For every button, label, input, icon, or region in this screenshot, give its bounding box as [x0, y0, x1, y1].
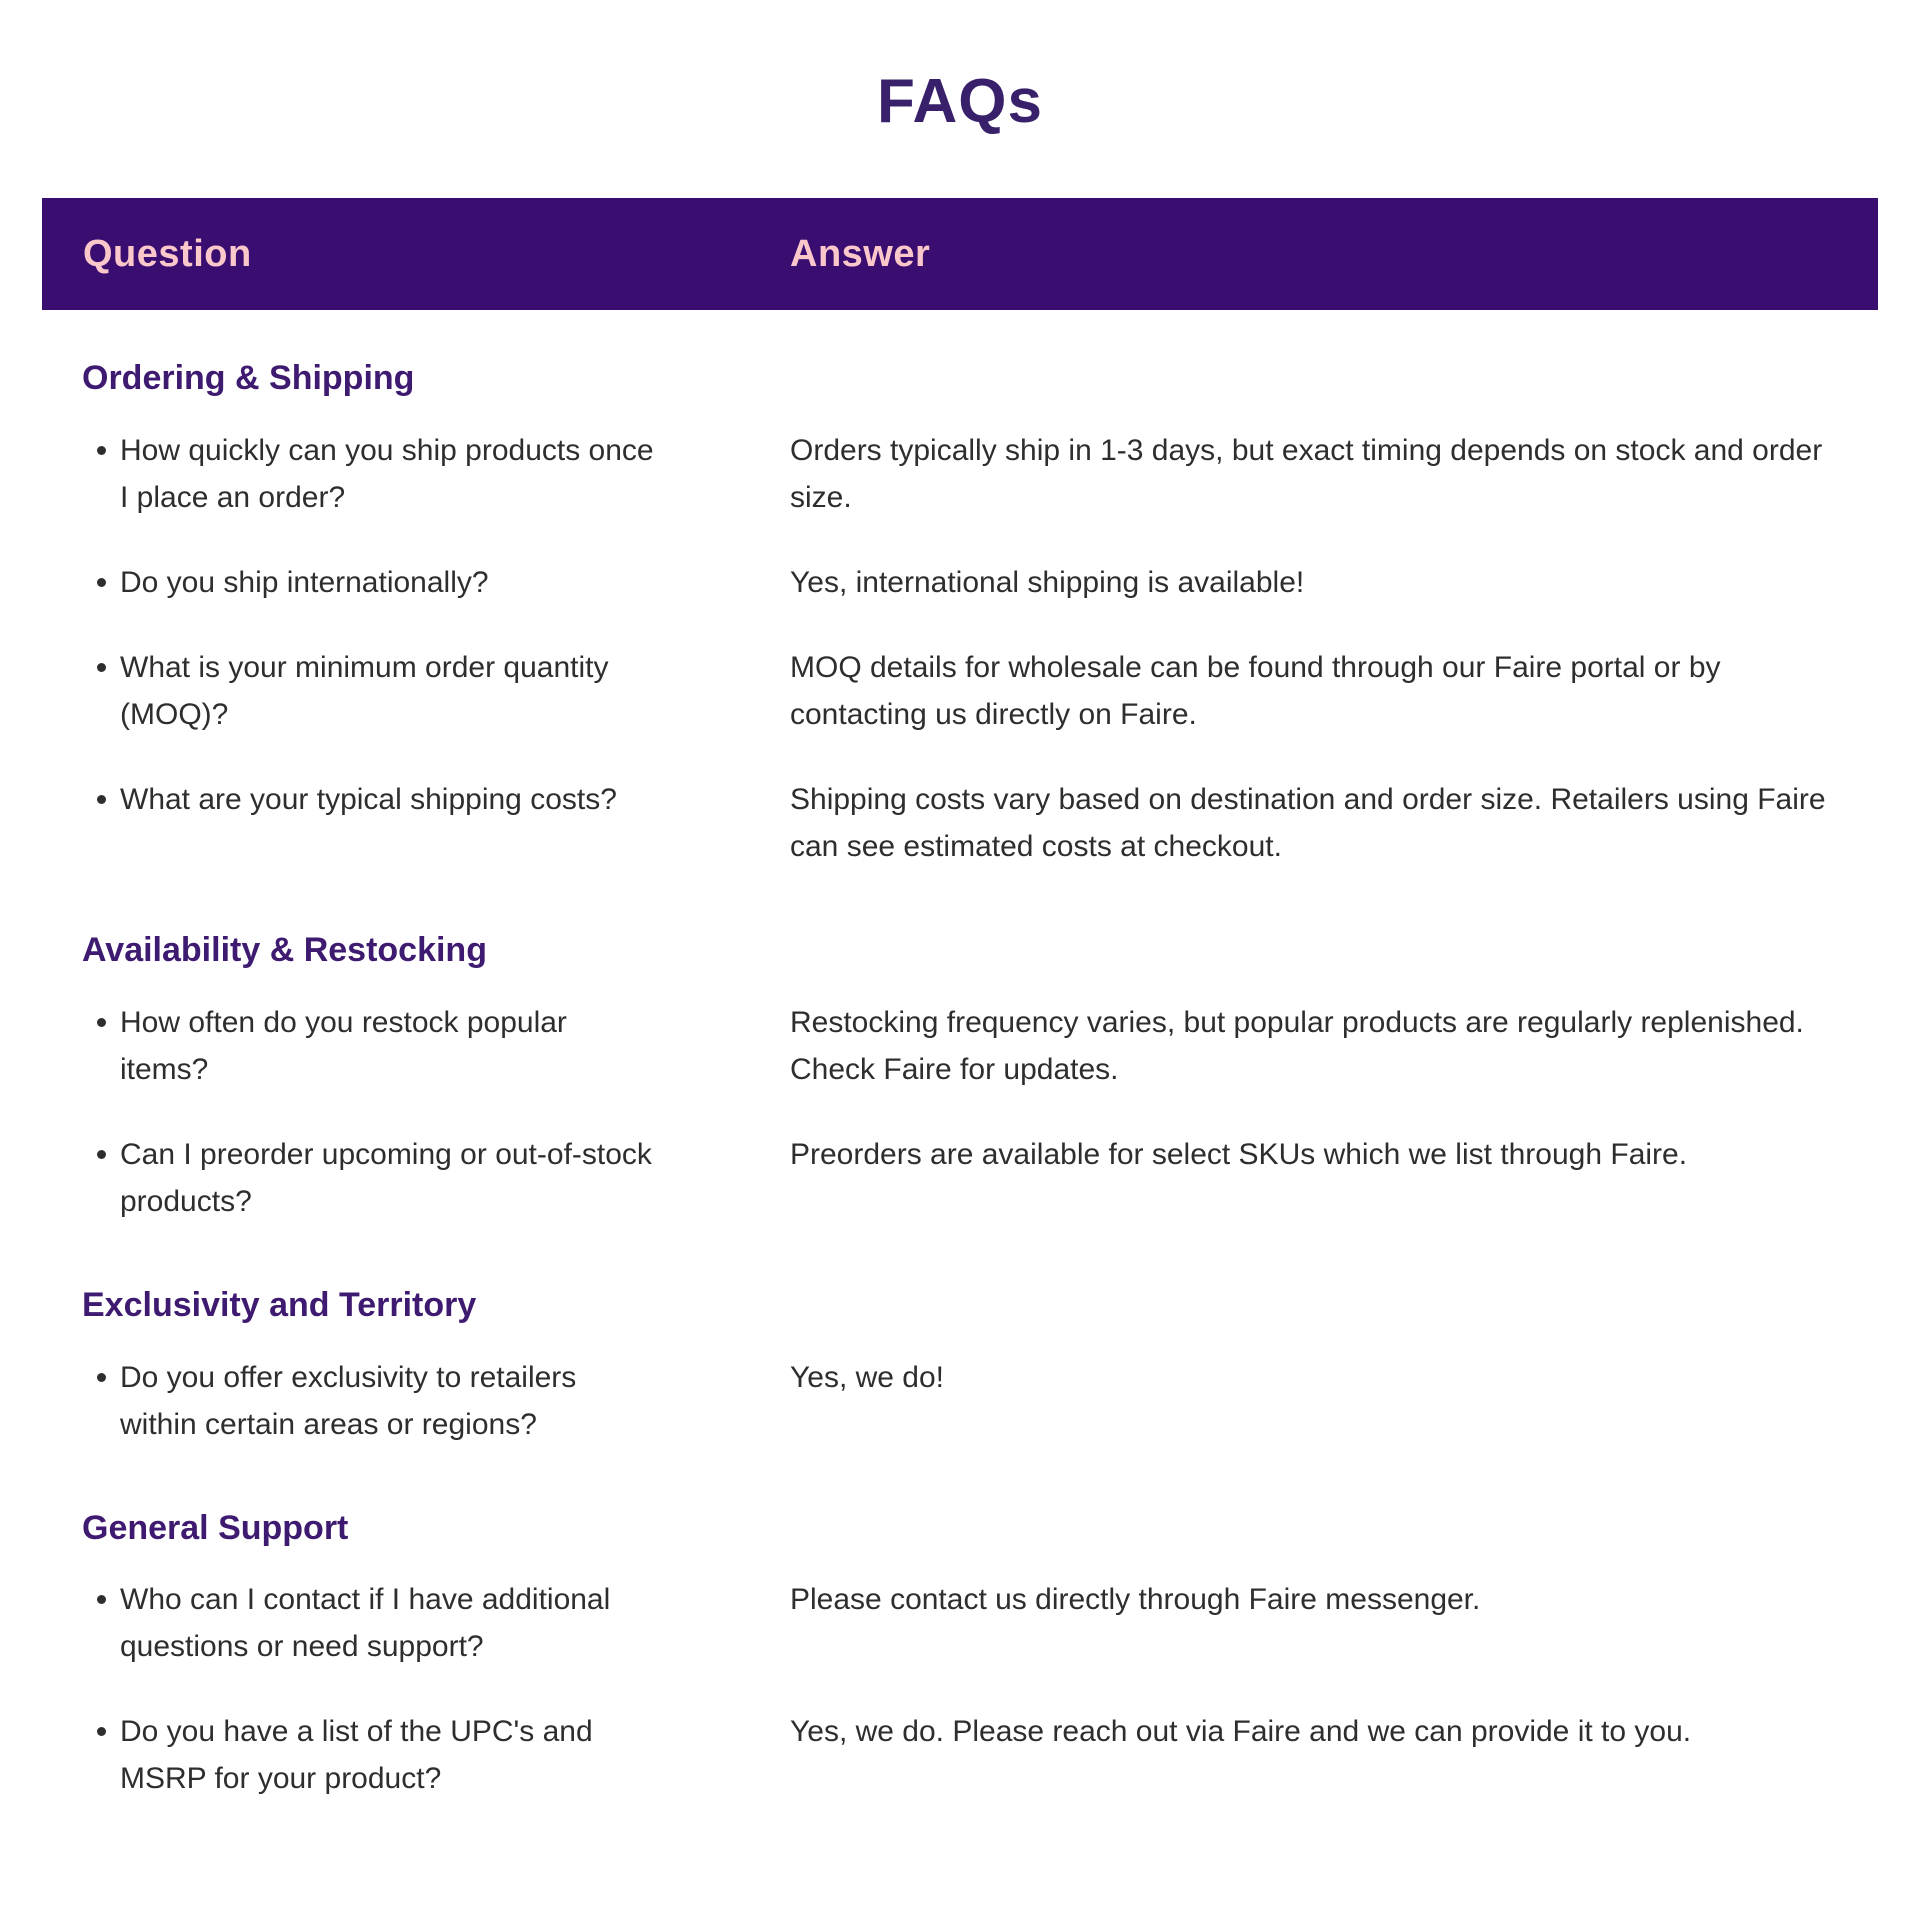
bullet-icon: [97, 1595, 106, 1604]
faq-row: [42, 1576, 1878, 1670]
answer-cell: [790, 1708, 1878, 1802]
question-text: Who can I contact if I have additional questions or need support?: [120, 1583, 611, 1664]
question-text: Do you ship internationally?: [120, 565, 489, 599]
question-cell: [42, 427, 790, 521]
bullet-icon: [97, 795, 106, 804]
bullet-icon: [97, 663, 106, 672]
question-column-header: Question: [83, 232, 252, 275]
answer-cell: [790, 427, 1878, 521]
answer-text: Yes, we do!: [790, 1360, 944, 1394]
faq-row: [42, 1131, 1878, 1225]
answer-text: MOQ details for wholesale can be found through our Faire portal or by contacting us directly on Faire.: [790, 650, 1721, 731]
section-heading: Exclusivity and Territory: [82, 1285, 477, 1324]
answer-text: Orders typically ship in 1-3 days, but exact timing depends on stock and order size.: [790, 433, 1823, 514]
answer-cell: [790, 644, 1878, 738]
faq-sections: [42, 358, 1878, 1802]
question-cell: [42, 776, 790, 870]
question-text: Do you have a list of the UPC's and MSRP for your product?: [120, 1715, 593, 1796]
bullet-icon: [97, 1373, 106, 1382]
faq-section: [42, 930, 1878, 1225]
section-rows: [42, 427, 1878, 870]
bullet-icon: [97, 1150, 106, 1159]
bullet-icon: [97, 1727, 106, 1736]
bullet-icon: [97, 1018, 106, 1027]
question-text: Do you offer exclusivity to retailers within certain areas or regions?: [120, 1360, 577, 1441]
faq-row: [42, 1354, 1878, 1448]
answer-cell: [790, 776, 1878, 870]
section-rows: [42, 1354, 1878, 1448]
answer-text: Shipping costs vary based on destination and order size. Retailers using Faire can see estimated costs at checkout.: [790, 782, 1826, 863]
question-cell: [42, 999, 790, 1093]
answer-text: Yes, we do. Please reach out via Faire and we can provide it to you.: [790, 1715, 1692, 1749]
question-cell: [42, 559, 790, 606]
section-heading: Availability & Restocking: [82, 930, 487, 969]
faq-section: [42, 358, 1878, 870]
section-heading: Ordering & Shipping: [82, 359, 415, 398]
question-cell: [42, 1708, 790, 1802]
question-cell: [42, 644, 790, 738]
faq-section: [42, 1508, 1878, 1803]
question-text: What is your minimum order quantity (MOQ)?: [120, 650, 609, 731]
faq-section: [42, 1285, 1878, 1448]
faq-row: [42, 559, 1878, 606]
faq-row: [42, 1708, 1878, 1802]
answer-cell: [790, 559, 1878, 606]
question-text: Can I preorder upcoming or out-of-stock products?: [120, 1137, 652, 1218]
bullet-icon: [97, 446, 106, 455]
section-rows: [42, 999, 1878, 1225]
answer-cell: [790, 999, 1878, 1093]
question-text: How often do you restock popular items?: [120, 1005, 567, 1086]
faq-row: [42, 427, 1878, 521]
answer-cell: [790, 1131, 1878, 1225]
answer-cell: [790, 1354, 1878, 1448]
answer-cell: [790, 1576, 1878, 1670]
answer-column-header: Answer: [790, 232, 931, 275]
section-heading: General Support: [82, 1508, 349, 1547]
faq-table-header: [42, 198, 1878, 310]
answer-text: Please contact us directly through Faire messenger.: [790, 1583, 1481, 1617]
answer-text: Yes, international shipping is available!: [790, 565, 1305, 599]
faq-row: [42, 644, 1878, 738]
page-title: FAQs: [877, 67, 1043, 136]
question-cell: [42, 1576, 790, 1670]
question-text: What are your typical shipping costs?: [120, 782, 617, 816]
bullet-icon: [97, 578, 106, 587]
section-rows: [42, 1576, 1878, 1802]
faq-row: [42, 776, 1878, 870]
question-text: How quickly can you ship products once I place an order?: [120, 433, 654, 514]
question-cell: [42, 1131, 790, 1225]
answer-text: Restocking frequency varies, but popular products are regularly replenished. Check Faire for updates.: [790, 1005, 1804, 1086]
faq-row: [42, 999, 1878, 1093]
answer-text: Preorders are available for select SKUs which we list through Faire.: [790, 1137, 1688, 1171]
question-cell: [42, 1354, 790, 1448]
